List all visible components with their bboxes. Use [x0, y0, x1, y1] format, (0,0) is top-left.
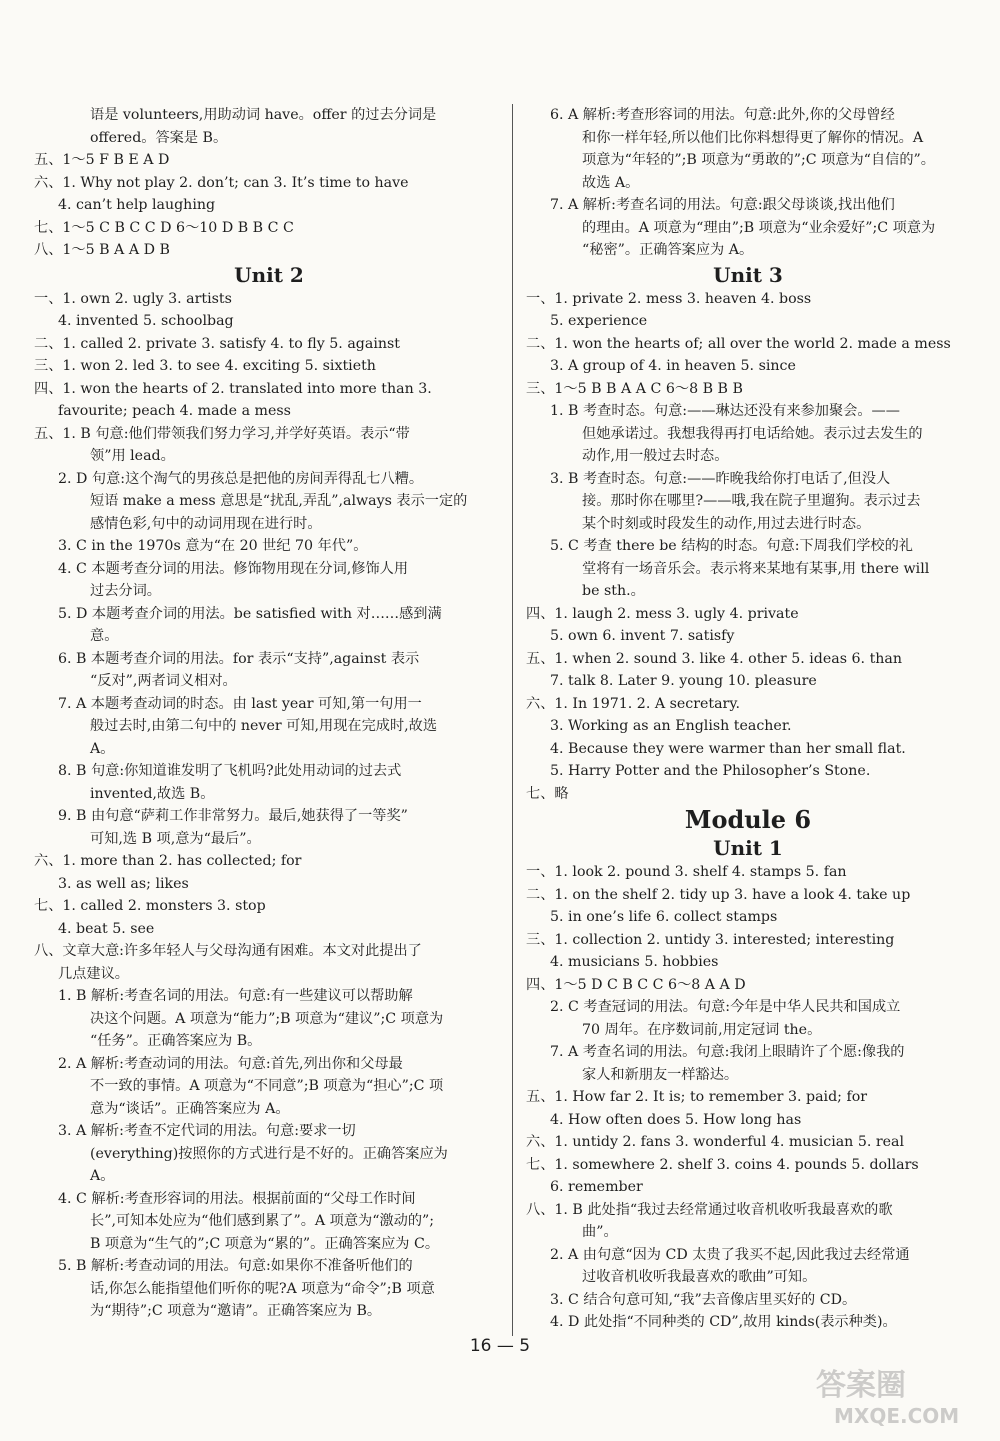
- column-divider: [512, 104, 513, 1336]
- answer-line: 4. How often does 5. How long has: [550, 1111, 802, 1128]
- answer-line: 7. A 考查名词的用法。句意:我闭上眼睛许了个愿:像我的: [550, 1044, 905, 1060]
- answer-line: 5. D 本题考查介词的用法。be satisfied with 对……感到满: [58, 605, 442, 622]
- answer-line: 2. A 解析:考查动词的用法。句意:首先,列出你和父母最: [58, 1055, 403, 1072]
- answer-line: 七、略: [526, 785, 569, 802]
- answer-line: 动作,用一般过去时态。: [582, 448, 729, 464]
- answer-line: B 项意为“生气的”;C 项意为“累的”。正确答案应为 C。: [90, 1235, 440, 1252]
- answer-line: 3. A group of 4. in heaven 5. since: [550, 358, 796, 374]
- answer-line: 三、1. won 2. led 3. to see 4. exciting 5. sixtieth: [34, 358, 376, 374]
- answer-line: 三、1. collection 2. untidy 3. interested; interesting: [526, 931, 895, 948]
- answer-line: 5. in one’s life 6. collect stamps: [550, 909, 778, 925]
- answer-line: 4. Because they were warmer than her small flat.: [550, 740, 906, 757]
- answer-line: 2. A 由句意“因为 CD 太贵了我买不起,因此我过去经常通: [550, 1246, 910, 1263]
- answer-line: A。: [90, 740, 115, 757]
- answer-line: 项意为“年轻的”;B 项意为“勇敢的”;C 项意为“自信的”。: [582, 152, 935, 168]
- answer-line: 4. invented 5. schoolbag: [58, 313, 234, 329]
- module-heading: Module 6: [684, 805, 812, 834]
- answer-line: 5. C 考查 there be 结构的时态。句意:下周我们学校的礼: [550, 538, 913, 554]
- answer-line: 八、1～5 B A A D B: [34, 242, 170, 258]
- left-column: [34, 104, 504, 1323]
- answer-line: 五、1～5 F B E A D: [34, 152, 170, 168]
- answer-line: 接。那时你在哪里?——哦,我在院子里遛狗。表示过去: [582, 493, 921, 509]
- answer-line: offered。答案是 B。: [90, 129, 228, 146]
- answer-line: favourite; peach 4. made a mess: [58, 403, 291, 419]
- answer-line: 4. C 本题考查分词的用法。修饰物用现在分词,修饰人用: [58, 560, 409, 577]
- answer-line: 某个时刻或时段发生的动作,用过去进行时态。: [582, 515, 871, 532]
- answer-line: 3. B 考查时态。句意:——昨晚我给你打电话了,但没人: [550, 470, 891, 487]
- answer-line: 过收音机收听我最喜欢的歌曲”可知。: [582, 1269, 817, 1285]
- answer-line: 八、1. B 此处指“我过去经常通过收音机收听我最喜欢的歌: [526, 1201, 893, 1218]
- answer-line: 和你一样年轻,所以他们比你料想得更了解你的情况。A: [582, 129, 924, 146]
- answer-line: 5. B 解析:考查动词的用法。句意:如果你不准备听他们的: [58, 1258, 413, 1274]
- answer-line: 不一致的事情。A 项意为“不同意”;B 项意为“担心”;C 项: [90, 1078, 444, 1094]
- answer-line: 7. talk 8. Later 9. young 10. pleasure: [550, 673, 817, 689]
- answer-line: 一、1. private 2. mess 3. heaven 4. boss: [526, 290, 812, 307]
- answer-line: 一、1. own 2. ugly 3. artists: [34, 290, 232, 307]
- answer-line: invented,故选 B。: [90, 785, 215, 802]
- answer-line: 三、1～5 B B A A C 6～8 B B B: [526, 380, 743, 397]
- answer-line: be sth.。: [582, 583, 645, 599]
- answer-line: 4. D 此处指“不同种类的 CD”,故用 kinds(表示种类)。: [550, 1314, 897, 1330]
- answer-line: 几点建议。: [58, 965, 129, 982]
- answer-line: 感情色彩,句中的动词用现在进行时。: [90, 515, 322, 532]
- answer-line: 长”,可知本处应为“他们感到累了”。A 项意为“激动的”;: [90, 1213, 435, 1229]
- answer-line: 七、1～5 C B C C D 6～10 D B B C C: [34, 219, 294, 236]
- answer-line: 七、1. somewhere 2. shelf 3. coins 4. pounds 5. dollars: [526, 1156, 919, 1173]
- answer-line: 意为“谈话”。正确答案应为 A。: [90, 1100, 290, 1117]
- answer-line: 3. A 解析:考查不定代词的用法。句意:要求一切: [58, 1123, 356, 1139]
- answer-line: 的理由。A 项意为“理由”;B 项意为“业余爱好”;C 项意为: [582, 219, 936, 236]
- answer-line: 曲”。: [582, 1224, 618, 1240]
- answer-line: 五、1. How far 2. It is; to remember 3. paid; for: [526, 1089, 868, 1105]
- answer-line: 1. B 考查时态。句意:——琳达还没有来参加聚会。——: [550, 403, 900, 419]
- answer-line: 3. C in the 1970s 意为“在 20 世纪 70 年代”。: [58, 538, 368, 554]
- answer-line: 4. beat 5. see: [58, 920, 155, 937]
- answer-line: 六、1. more than 2. has collected; for: [34, 853, 302, 869]
- answer-line: 6. remember: [550, 1179, 643, 1195]
- answer-line: 二、1. called 2. private 3. satisfy 4. to fly 5. against: [34, 335, 400, 352]
- answer-line: 9. B 由句意“萨莉工作非常努力。最后,她获得了一等奖”: [58, 808, 408, 824]
- answer-line: 七、1. called 2. monsters 3. stop: [34, 898, 266, 914]
- answer-line: 二、1. won the hearts of; all over the world 2. made a mess: [526, 335, 951, 352]
- answer-line: 7. A 本题考查动词的时态。由 last year 可知,第一句用一: [58, 695, 422, 712]
- answer-line: 4. musicians 5. hobbies: [550, 954, 719, 970]
- answer-line: 意。: [90, 628, 119, 644]
- answer-line: 6. B 本题考查介词的用法。for 表示“支持”,against 表示: [58, 650, 420, 667]
- answer-line: 7. A 解析:考查名词的用法。句意:跟父母谈谈,找出他们: [550, 197, 895, 213]
- answer-line: 4. can’t help laughing: [58, 197, 216, 213]
- answer-line: 但她承诺过。我想我得再打电话给她。表示过去发生的: [582, 425, 923, 442]
- answer-line: 领”用 lead。: [90, 448, 175, 464]
- answer-line: 语是 volunteers,用助动词 have。offer 的过去分词是: [90, 107, 437, 123]
- answer-line: 二、1. on the shelf 2. tidy up 3. have a look 4. take up: [526, 886, 911, 903]
- answer-line: 5. experience: [550, 313, 648, 329]
- watermark-logo: [812, 1361, 982, 1431]
- answer-line: 5. own 6. invent 7. satisfy: [550, 628, 735, 644]
- answer-line: 短语 make a mess 意思是“扰乱,弄乱”,always 表示一定的: [90, 493, 468, 509]
- answer-line: 一、1. look 2. pound 3. shelf 4. stamps 5. fan: [526, 864, 847, 880]
- answer-line: 般过去时,由第二句中的 never 可知,用现在完成时,故选: [90, 718, 438, 734]
- answer-line: 3. as well as; likes: [58, 875, 189, 892]
- answer-line: 五、1. when 2. sound 3. like 4. other 5. ideas 6. than: [526, 650, 903, 667]
- answer-line: 3. Working as an English teacher.: [550, 718, 792, 734]
- unit-heading: Unit 1: [713, 836, 783, 860]
- answer-line: 6. A 解析:考查形容词的用法。句意:此外,你的父母曾经: [550, 107, 895, 123]
- svg-text:答案圈: 答案圈: [816, 1368, 906, 1403]
- answer-line: 3. C 结合句意可知,“我”去音像店里买好的 CD。: [550, 1291, 857, 1308]
- answer-line: 四、1. won the hearts of 2. translated into more than 3.: [34, 380, 432, 397]
- unit-heading: Unit 2: [234, 262, 304, 287]
- answer-line: “反对”,两者词义相对。: [90, 673, 237, 689]
- answer-line: 1. B 解析:考查名词的用法。句意:有一些建议可以帮助解: [58, 988, 413, 1004]
- answer-line: 四、1. laugh 2. mess 3. ugly 4. private: [526, 605, 799, 622]
- answer-line: 六、1. untidy 2. fans 3. wonderful 4. musician 5. real: [526, 1134, 905, 1150]
- answer-line: 可知,选 B 项,意为“最后”。: [90, 830, 261, 847]
- answer-line: “秘密”。正确答案应为 A。: [582, 242, 754, 258]
- answer-line: 4. C 解析:考查形容词的用法。根据前面的“父母工作时间: [58, 1190, 416, 1207]
- answer-line: 堂将有一场音乐会。表示将来某地有某事,用 there will: [582, 560, 930, 577]
- answer-line: 2. D 句意:这个淘气的男孩总是把他的房间弄得乱七八糟。: [58, 470, 424, 487]
- answer-line: 八、文章大意:许多年轻人与父母沟通有困难。本文对此提出了: [34, 943, 422, 959]
- answer-line: 五、1. B 句意:他们带领我们努力学习,并学好英语。表示“带: [34, 425, 410, 442]
- answer-line: 2. C 考查冠词的用法。句意:今年是中华人民共和国成立: [550, 999, 901, 1015]
- answer-line: 六、1. In 1971. 2. A secretary.: [526, 695, 740, 712]
- answer-line: 5. Harry Potter and the Philosopher’s Stone.: [550, 763, 871, 779]
- answer-line: 六、1. Why not play 2. don’t; can 3. It’s time to have: [34, 174, 409, 191]
- answer-line: 故选 A。: [582, 174, 640, 191]
- answer-line: 决这个问题。A 项意为“能力”;B 项意为“建议”;C 项意为: [90, 1010, 444, 1027]
- answer-line: 家人和新朋友一样豁达。: [582, 1066, 739, 1083]
- answer-line: “任务”。正确答案应为 B。: [90, 1033, 262, 1049]
- svg-text:MXQE.COM: MXQE.COM: [834, 1404, 960, 1428]
- answer-line: 四、1～5 D C B C C 6～8 A A D: [526, 976, 746, 993]
- answer-line: (everything)按照你的方式进行是不好的。正确答案应为: [90, 1145, 448, 1162]
- answer-line: 8. B 句意:你知道谁发明了飞机吗?此处用动词的过去式: [58, 763, 402, 779]
- right-column: [526, 104, 970, 1334]
- page-number: 16 — 5: [469, 1336, 531, 1356]
- answer-line: A。: [90, 1168, 115, 1184]
- answer-line: 为“期待”;C 项意为“邀请”。正确答案应为 B。: [90, 1303, 382, 1319]
- answer-line: 话,你怎么能指望他们听你的呢?A 项意为“命令”;B 项意: [90, 1280, 435, 1297]
- answer-line: 过去分词。: [90, 583, 161, 599]
- unit-heading: Unit 3: [713, 262, 783, 287]
- answer-line: 70 周年。在序数词前,用定冠词 the。: [582, 1021, 822, 1038]
